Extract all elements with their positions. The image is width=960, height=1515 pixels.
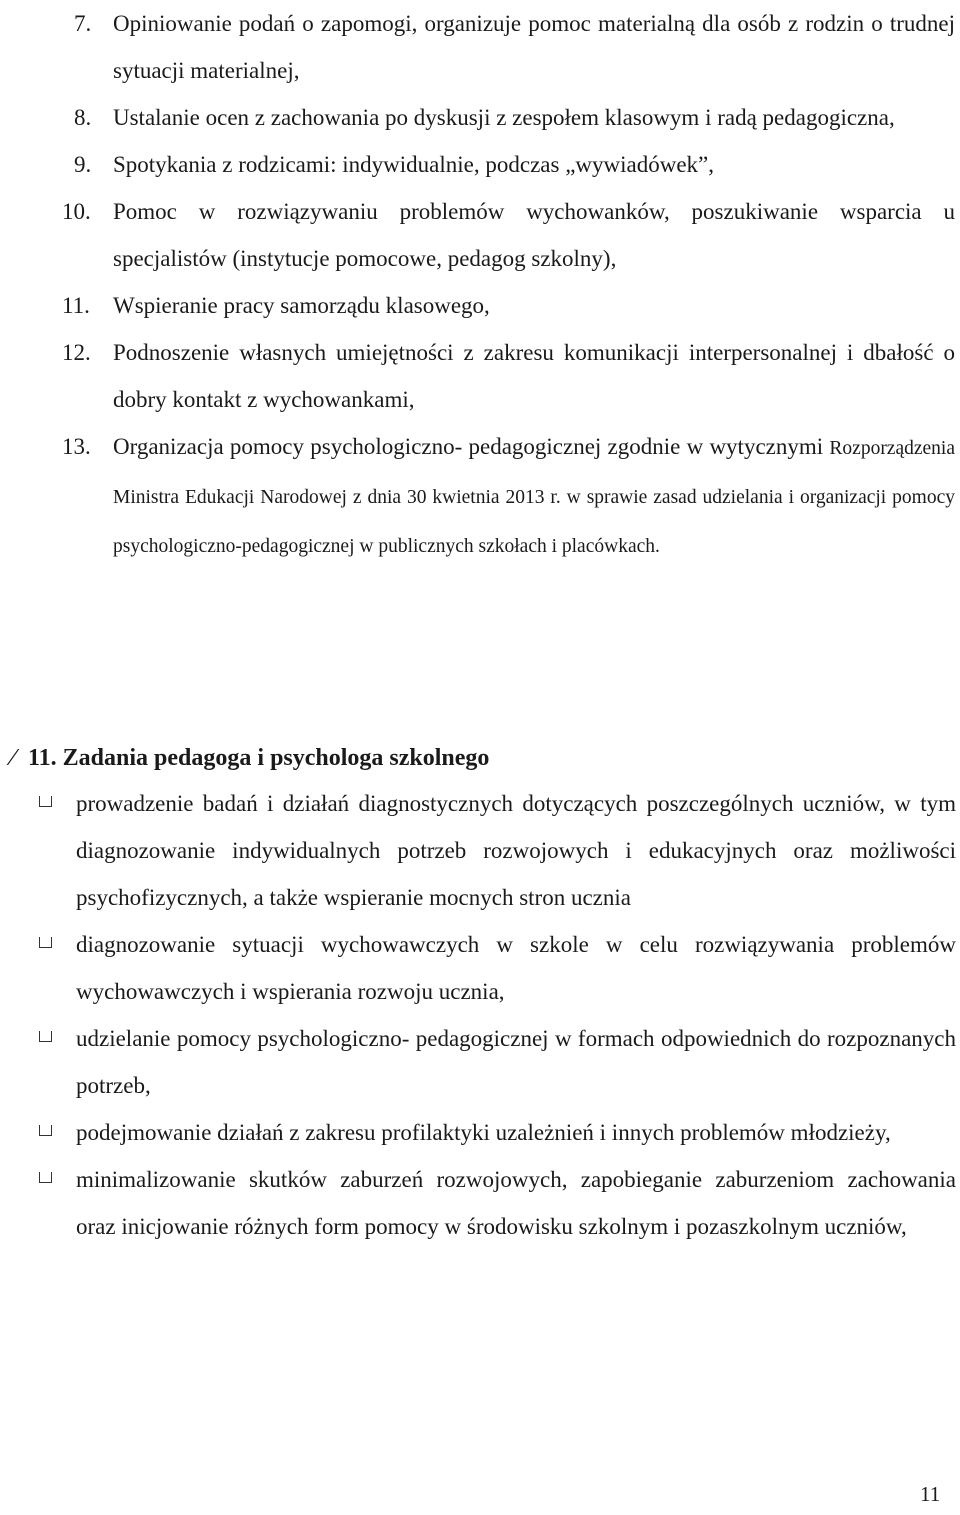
list-item <box>0 282 960 329</box>
list-item <box>0 141 960 188</box>
item-text: diagnozowanie sytuacji wychowawczych w szkole w celu rozwiązywania problemów wychowawczych i wspierania rozwoju ucznia, <box>76 932 956 1004</box>
item-text: Wspieranie pracy samorządu klasowego, <box>113 293 490 318</box>
item-text: Podnoszenie własnych umiejętności z zakresu komunikacji interpersonalnej i dbałość o dobry kontakt z wychowankami, <box>113 340 955 412</box>
item-text-regulation: Rozporządzenia Ministra Edukacji Narodowej z dnia 30 kwietnia 2013 r. w sprawie zasad udzielania i organizacji pomocy psychologiczno-pedagogicznej w publicznych szkołach i placówkach. <box>113 438 956 557</box>
section-heading <box>0 738 489 778</box>
list-item <box>0 188 960 282</box>
list-item <box>0 921 960 1015</box>
item-number: 7. <box>74 11 92 36</box>
list-item <box>0 780 960 921</box>
item-text <box>113 423 955 570</box>
item-text: Pomoc w rozwiązywaniu problemów wychowanków, poszukiwanie wsparcia u specjalistów (instytucje pomocowe, pedagog szkolny), <box>113 199 955 271</box>
checkbox-bullet-icon <box>39 937 52 948</box>
heading-marker: ⁄ <box>10 745 15 771</box>
section-title-text: 11. Zadania pedagoga i psychologa szkolnego <box>28 745 490 771</box>
item-text: Opiniowanie podań o zapomogi, organizuje pomoc materialną dla osób z rodzin o trudnej sytuacji materialnej, <box>113 11 955 83</box>
checkbox-bullet-icon <box>39 1172 52 1183</box>
item-number: 9. <box>74 152 92 177</box>
list-item <box>0 1015 960 1109</box>
item-number: 8. <box>74 105 92 130</box>
checkbox-bullet-icon <box>39 796 52 807</box>
item-text: Spotykania z rodzicami: indywidualnie, podczas „wywiadówek”, <box>113 152 715 177</box>
list-item <box>0 423 960 570</box>
checkbox-bullet-icon <box>39 1031 52 1042</box>
list-item <box>0 0 960 94</box>
list-item <box>0 1109 960 1156</box>
item-text: minimalizowanie skutków zaburzeń rozwojowych, zapobieganie zaburzeniom zachowania oraz inicjowanie różnych form pomocy w środowisku szkolnym i pozaszkolnym uczniów, <box>76 1167 956 1239</box>
checkbox-bullet-icon <box>39 1125 52 1136</box>
item-text-main: Organizacja pomocy psychologiczno- pedagogicznej zgodnie w wytycznymi <box>113 434 824 459</box>
item-text: udzielanie pomocy psychologiczno- pedagogicznej w formach odpowiednich do rozpoznanych potrzeb, <box>76 1026 956 1098</box>
item-text: Ustalanie ocen z zachowania po dyskusji z zespołem klasowym i radą pedagogiczna, <box>113 105 895 130</box>
item-text: podejmowanie działań z zakresu profilaktyki uzależnień i innych problemów młodzieży, <box>76 1120 891 1145</box>
item-number: 13. <box>62 434 91 459</box>
list-item <box>0 329 960 423</box>
page-number: 11 <box>920 1482 941 1506</box>
bulleted-list <box>0 780 960 1250</box>
numbered-list <box>0 0 960 570</box>
list-item <box>0 1156 960 1250</box>
list-item <box>0 94 960 141</box>
item-text: prowadzenie badań i działań diagnostycznych dotyczących poszczególnych uczniów, w tym diagnozowanie indywidualnych potrzeb rozwojowych i edukacyjnych oraz możliwości psychofizycznych, a także wspieranie mocnych stron ucznia <box>76 791 956 910</box>
item-number: 10. <box>62 199 91 224</box>
item-number: 12. <box>62 340 91 365</box>
item-number: 11. <box>62 293 90 318</box>
